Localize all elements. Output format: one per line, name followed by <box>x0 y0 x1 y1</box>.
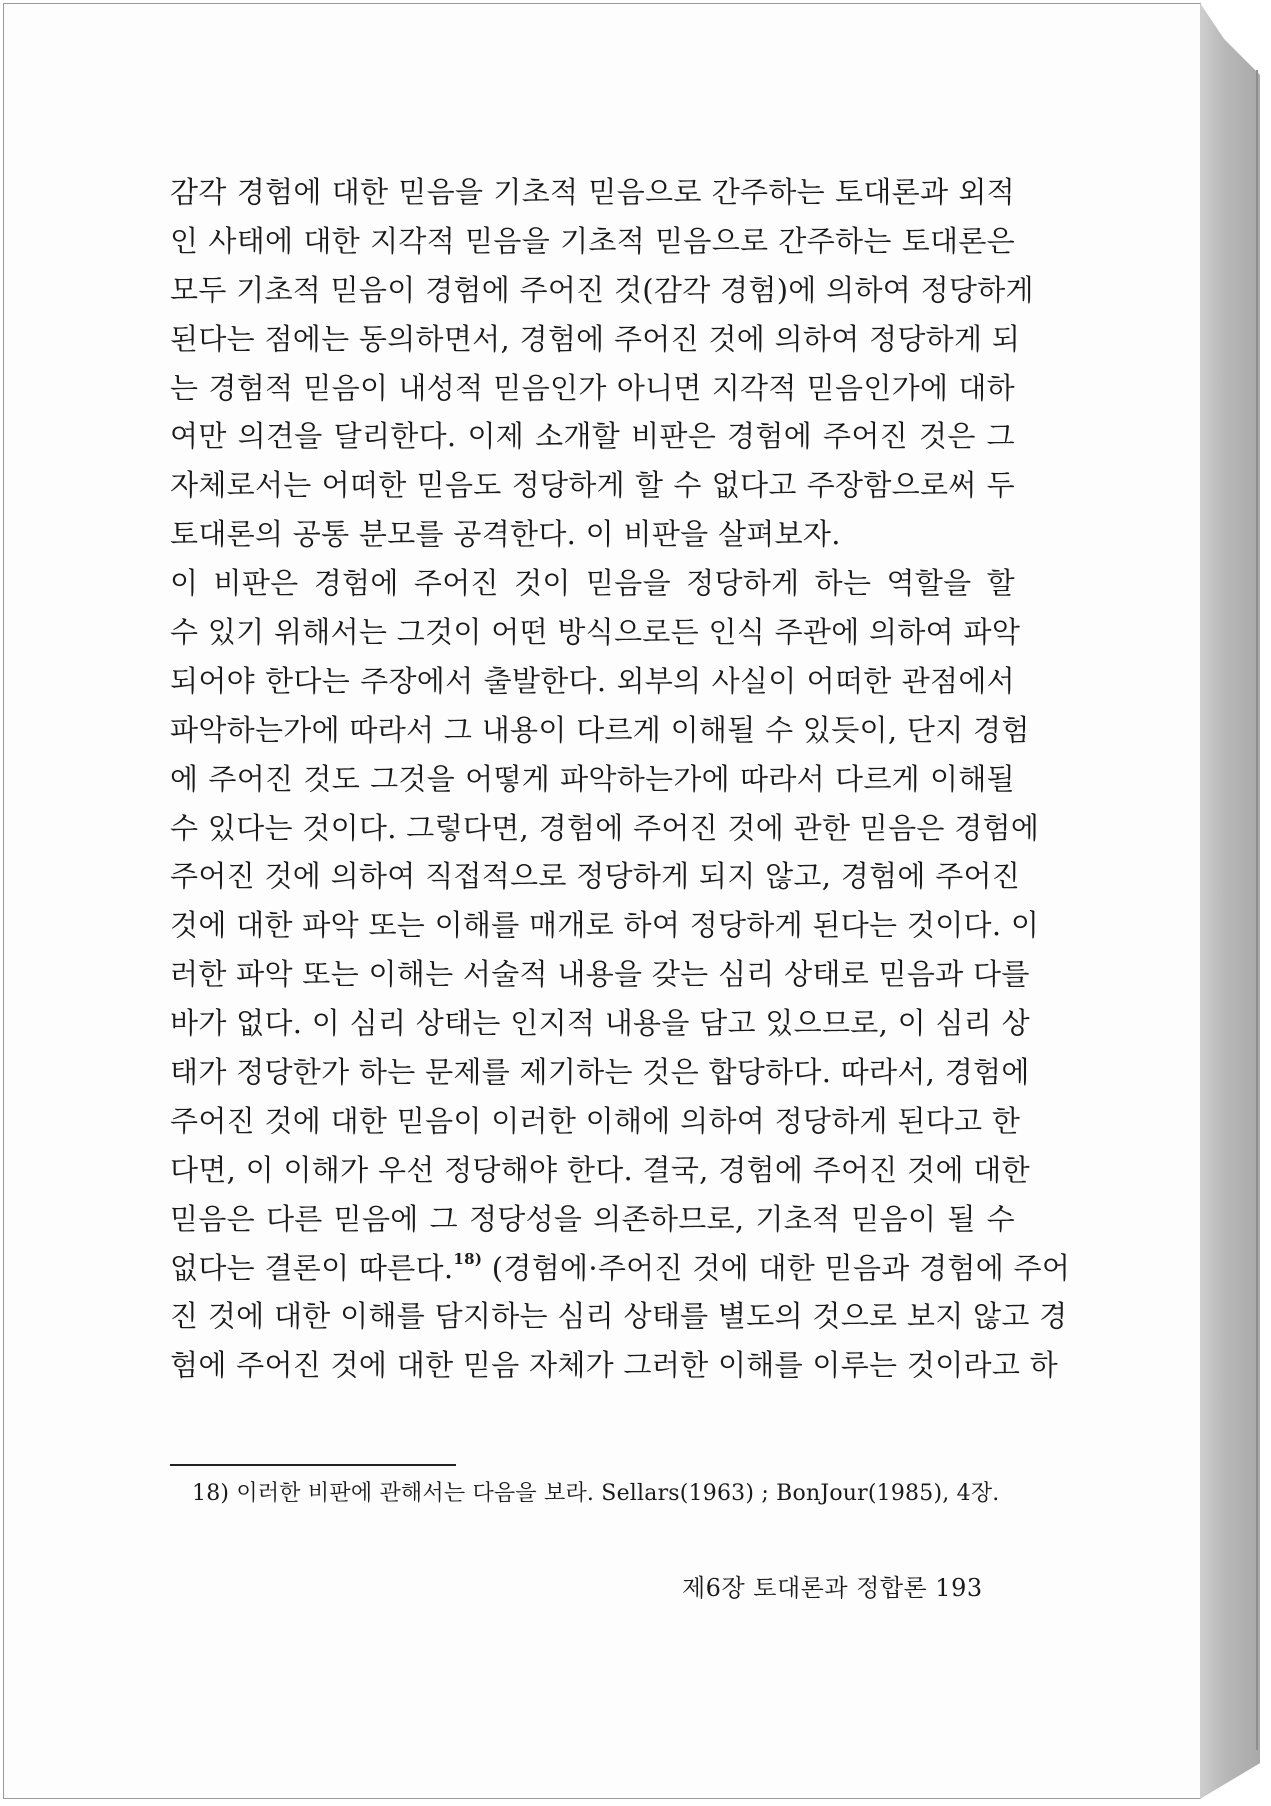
text-line: 감각 경험에 대한 믿음을 기초적 믿음으로 간주하는 토대론과 외적 <box>170 175 1015 209</box>
body-text <box>170 168 1071 1390</box>
text-line: 모두 기초적 믿음이 경험에 주어진 것(감각 경험)에 의하여 정당하게 <box>170 272 1034 307</box>
text-line: 수 있기 위해서는 그것이 어떤 방식으로든 인식 주관에 의하여 파악 <box>170 615 1021 650</box>
text-line: 수 있다는 것이다. 그렇다면, 경험에 주어진 것에 관한 믿음은 경험에 <box>170 810 1040 845</box>
text-line: 자체로서는 어떠한 믿음도 정당하게 할 수 없다고 주장함으로써 두 <box>170 468 1015 503</box>
footnote: 18) 이러한 비판에 관해서는 다음을 보라. Sellars(1963) ; BonJour(1985), 4장. <box>192 1481 1000 1506</box>
footnote-divider <box>170 1464 456 1466</box>
text-segment: (경험에·주어진 것에 대한 믿음과 경험에 주어 <box>491 1250 1071 1285</box>
book-spine-line <box>1256 70 1258 1750</box>
running-footer: 제6장 토대론과 정합론 193 <box>682 1574 983 1602</box>
text-line: 러한 파악 또는 이해는 서술적 내용을 갖는 심리 상태로 믿음과 다를 <box>170 957 1030 992</box>
text-line: 이 비판은 경험에 주어진 것이 믿음을 정당하게 하는 역할을 할 <box>170 566 1015 601</box>
text-line: 태가 정당한가 하는 문제를 제기하는 것은 합당하다. 따라서, 경험에 <box>170 1055 1030 1090</box>
text-line-with-footnote-ref <box>170 1244 1071 1293</box>
text-line: 주어진 것에 의하여 직접적으로 정당하게 되지 않고, 경험에 주어진 <box>170 859 1021 894</box>
text-line: 토대론의 공통 분모를 공격한다. 이 비판을 살펴보자. <box>170 517 841 552</box>
text-segment: 없다는 결론이 따른다. <box>170 1250 454 1285</box>
text-line: 에 주어진 것도 그것을 어떻게 파악하는가에 따라서 다르게 이해될 <box>170 761 1015 796</box>
text-line: 는 경험적 믿음이 내성적 믿음인가 아니면 지각적 믿음인가에 대하 <box>170 370 1015 405</box>
footnote-reference[interactable]: 18) <box>453 1249 483 1268</box>
book-page-edge <box>1200 3 1260 1799</box>
text-line: 것에 대한 파악 또는 이해를 매개로 하여 정당하게 된다는 것이다. 이 <box>170 908 1040 943</box>
text-line: 믿음은 다른 믿음에 그 정당성을 의존하므로, 기초적 믿음이 될 수 <box>170 1201 1015 1236</box>
text-line: 파악하는가에 따라서 그 내용이 다르게 이해될 수 있듯이, 단지 경험 <box>170 712 1030 747</box>
text-line: 된다는 점에는 동의하면서, 경험에 주어진 것에 의하여 정당하게 되 <box>170 321 1021 356</box>
text-line: 여만 의견을 달리한다. 이제 소개할 비판은 경험에 주어진 것은 그 <box>170 419 1015 454</box>
text-line: 다면, 이 이해가 우선 정당해야 한다. 결국, 경험에 주어진 것에 대한 <box>170 1152 1030 1187</box>
text-line: 험에 주어진 것에 대한 믿음 자체가 그러한 이해를 이루는 것이라고 하 <box>170 1348 1058 1383</box>
text-line: 되어야 한다는 주장에서 출발한다. 외부의 사실이 어떠한 관점에서 <box>170 663 1015 698</box>
text-line: 인 사태에 대한 지각적 믿음을 기초적 믿음으로 간주하는 토대론은 <box>170 223 1015 258</box>
text-line: 주어진 것에 대한 믿음이 이러한 이해에 의하여 정당하게 된다고 한 <box>170 1103 1021 1138</box>
text-line: 진 것에 대한 이해를 담지하는 심리 상태를 별도의 것으로 보지 않고 경 <box>170 1299 1068 1334</box>
text-line: 바가 없다. 이 심리 상태는 인지적 내용을 담고 있으므로, 이 심리 상 <box>170 1006 1030 1041</box>
